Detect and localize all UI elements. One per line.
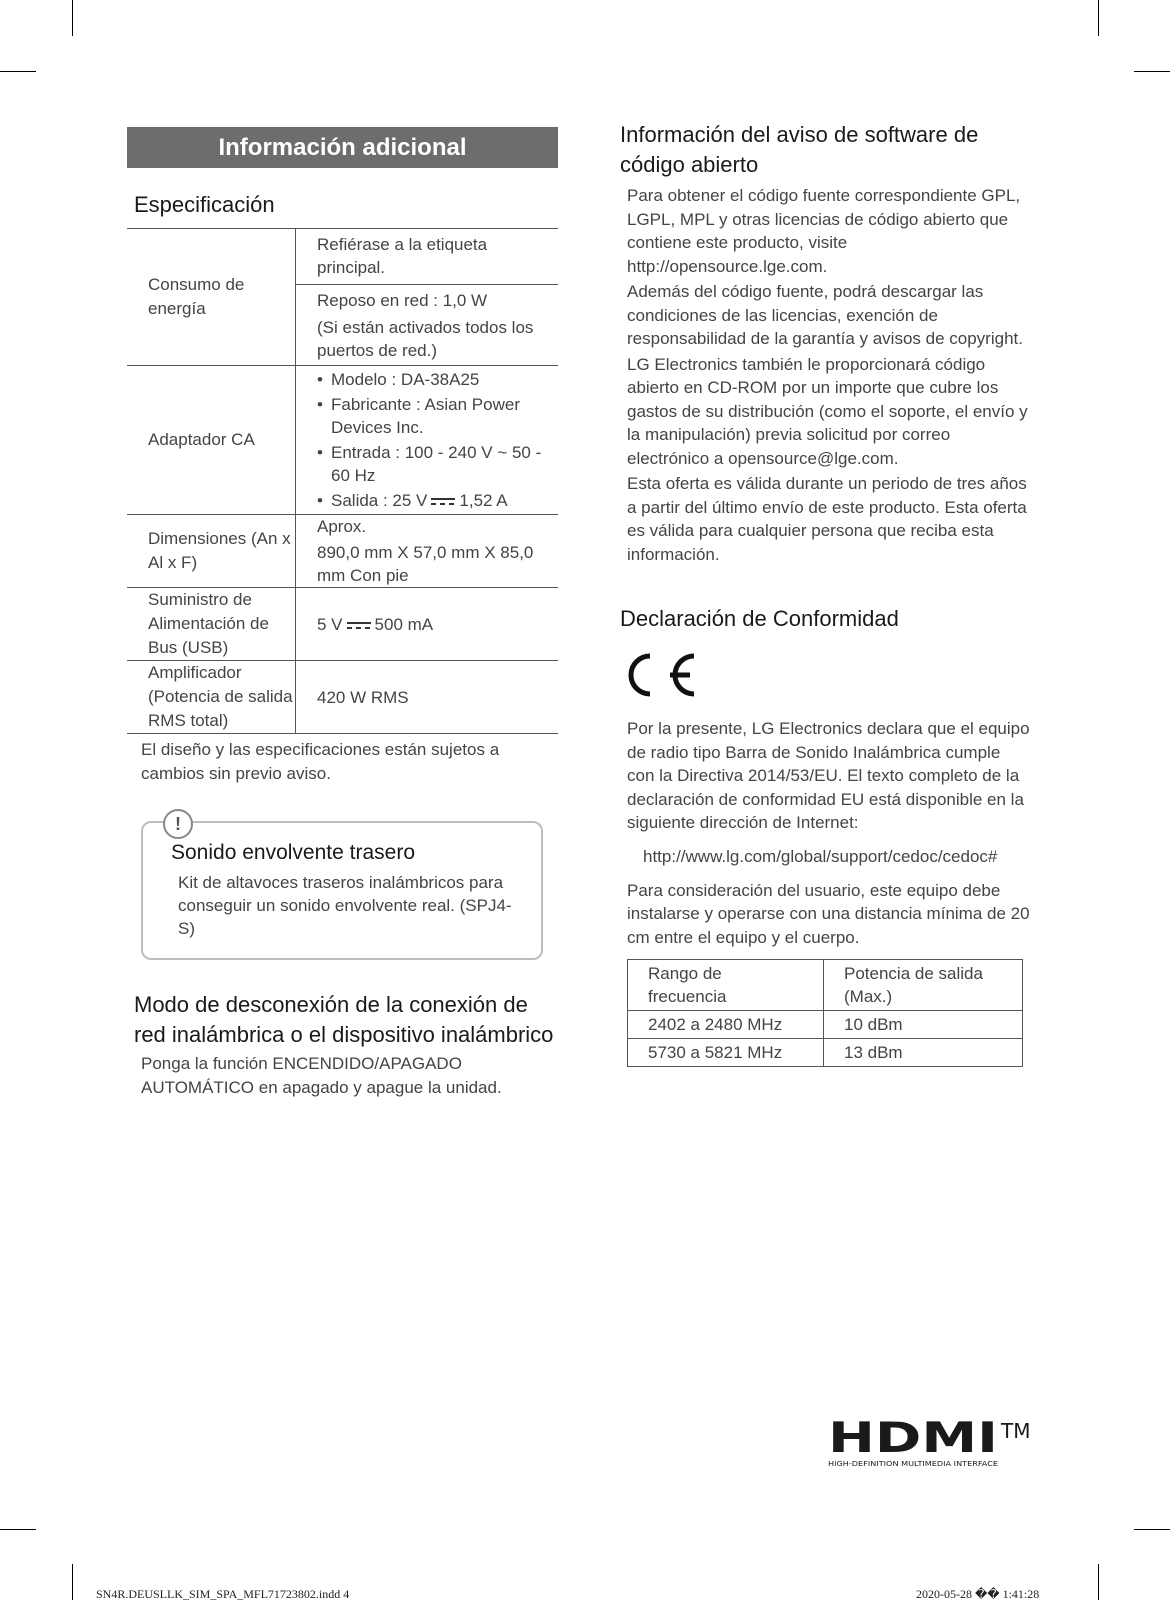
output-voltage: Salida : 25 V: [331, 491, 428, 510]
spec-value: Reposo en red : 1,0 W: [317, 291, 488, 310]
table-row: [127, 588, 558, 661]
crop-mark: [0, 1529, 36, 1530]
crop-mark: [0, 71, 36, 72]
oss-paragraph: Además del código fuente, podrá descargar las condiciones de las licencias, exención de responsabilidad de la garantía y avisos de copyright.: [627, 282, 1023, 348]
hdmi-logo-icon: [828, 1418, 1048, 1468]
footer-filename: SN4R.DEUSLLK_SIM_SPA_MFL71723802.indd 4: [96, 1587, 350, 1601]
hdmi-logo: [828, 1418, 1048, 1473]
list-item: • Modelo : DA-38A25: [317, 368, 558, 391]
spec-value: 890,0 mm X 57,0 mm X 85,0 mm Con pie: [317, 543, 534, 585]
output-current: 1,52 A: [459, 491, 508, 510]
spec-value: 500 mA: [374, 614, 434, 634]
logo-wordmark: HDMI: [828, 1418, 998, 1462]
spec-label: Consumo de energía: [127, 229, 296, 366]
disconnect-heading: Modo de desconexión de la conexión de red inalámbrica o el dispositivo inalámbrico: [134, 992, 554, 1047]
right-column: [620, 120, 1030, 1067]
spec-value: (Si están activados todos los puertos de red.): [317, 318, 534, 360]
spec-value: 5 V: [317, 614, 343, 634]
logo-tagline: HIGH-DEFINITION MULTIMEDIA INTERFACE: [828, 1460, 998, 1468]
footer-timestamp: 2020-05-28 �� 1:41:28: [916, 1587, 1040, 1601]
table-row: [127, 515, 558, 588]
dc-symbol-icon: [347, 622, 371, 629]
spec-heading: Especificación: [134, 192, 275, 217]
table-cell: 2402 a 2480 MHz: [628, 1011, 824, 1039]
spec-table: [127, 228, 558, 734]
dc-symbol-icon: [431, 498, 455, 505]
oss-paragraph: LG Electronics también le proporcionará código abierto en CD-ROM por un importe que cubre los gastos de su distribución (como el soporte, el envío y la manipulación) previa solicitud por correo electrónico a opensource@lge.com.: [627, 354, 1028, 468]
table-row: [127, 661, 558, 734]
disconnect-text: Ponga la función ENCENDIDO/APAGADO AUTOMÁTICO en apagado y apague la unidad.: [141, 1054, 502, 1097]
exclamation-icon: !: [163, 809, 193, 839]
table-row: [127, 229, 558, 366]
left-column: [127, 127, 558, 1100]
oss-heading: Información del aviso de software de código abierto: [620, 122, 979, 177]
column-header: Potencia de salida (Max.): [824, 960, 1023, 1011]
table-row: [127, 366, 558, 515]
table-row: [628, 1039, 1023, 1067]
section-banner: Información adicional: [127, 127, 558, 168]
conformity-paragraph: Por la presente, LG Electronics declara que el equipo de radio tipo Barra de Sonido Inalámbrica cumple con la Directiva 2014/53/EU. El texto completo de la declaración de conformidad EU está disponible en la siguiente dirección de Internet:: [627, 719, 1030, 832]
table-cell: 13 dBm: [824, 1039, 1023, 1067]
spec-value: Aprox.: [317, 517, 367, 536]
note-title: Sonido envolvente trasero: [171, 841, 415, 864]
spec-value: Refiérase a la etiqueta principal.: [317, 235, 488, 277]
crop-mark: [1134, 1529, 1170, 1530]
table-header-row: [628, 960, 1023, 1011]
list-item: [317, 489, 558, 512]
oss-paragraph: Esta oferta es válida durante un periodo de tres años a partir del último envío de este producto. Esta oferta es válida para cualquier persona que reciba esta información.: [627, 474, 1027, 564]
spec-note: El diseño y las especificaciones están sujetos a cambios sin previo aviso.: [141, 740, 500, 783]
table-cell: 10 dBm: [824, 1011, 1023, 1039]
spec-value: 420 W RMS: [317, 687, 409, 707]
conformity-url: http://www.lg.com/global/support/cedoc/cedoc#: [643, 846, 998, 866]
conformity-paragraph: Para consideración del usuario, este equipo debe instalarse y operarse con una distancia mínima de 20 cm entre el equipo y el cuerpo.: [627, 880, 1030, 947]
frequency-table: [627, 959, 1023, 1067]
crop-mark: [1134, 71, 1170, 72]
bullet-list: [317, 368, 558, 512]
ce-mark-icon: [620, 652, 1030, 703]
spec-label: Adaptador CA: [127, 366, 296, 515]
crop-mark: [72, 0, 73, 36]
table-cell: 5730 a 5821 MHz: [628, 1039, 824, 1067]
spec-label: Dimensiones (An x Al x F): [127, 515, 296, 588]
conformity-heading: Declaración de Conformidad: [620, 606, 899, 631]
table-row: [628, 1011, 1023, 1039]
crop-mark: [1098, 0, 1099, 36]
spec-label: Amplificador (Potencia de salida RMS total): [127, 661, 296, 734]
note-box: [141, 814, 543, 960]
crop-mark: [1098, 1564, 1099, 1600]
crop-mark: [72, 1564, 73, 1600]
list-item: • Entrada : 100 - 240 V ~ 50 - 60 Hz: [317, 441, 558, 487]
column-header: Rango de frecuencia: [628, 960, 824, 1011]
list-item: • Fabricante : Asian Power Devices Inc.: [317, 393, 558, 439]
note-text: Kit de altavoces traseros inalámbricos para conseguir un sonido envolvente real. (SPJ4-S): [178, 873, 512, 938]
spec-label: Suministro de Alimentación de Bus (USB): [127, 588, 296, 661]
oss-paragraph: Para obtener el código fuente correspondiente GPL, LGPL, MPL y otras licencias de código abierto que contiene este producto, visite http://opensource.lge.com.: [627, 186, 1021, 276]
trademark-symbol: TM: [1001, 1419, 1031, 1443]
